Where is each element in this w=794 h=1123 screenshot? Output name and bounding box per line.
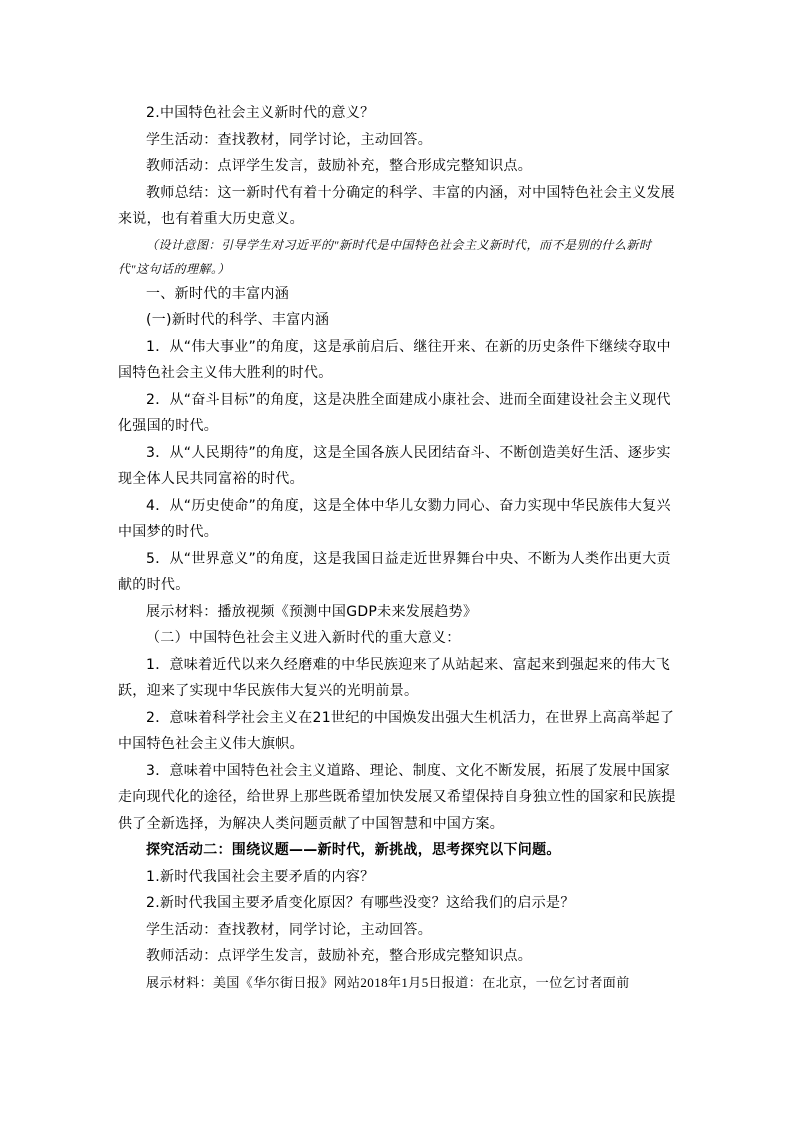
subsection-heading: （二）中国特色社会主义进入新时代的重大意义： [146,630,461,646]
teacher-activity: 教师活动：点评学生发言，鼓励补充，整合形成完整知识点。 [146,948,533,964]
question-heading: 2.中国特色社会主义新时代的意义？ [146,105,375,121]
inquiry-activity-heading: 探究活动二：围绕议题——新时代，新挑战，思考探究以下问题。 [146,842,561,858]
list-item: 1．从“伟大事业”的角度，这是承前启后、继往开来、在新的历史条件下继续夺取中国特色社会主义伟大胜利的时代。 [118,338,671,381]
list-item: 5．从“世界意义”的角度，这是我国日益走近世界舞台中央、不断为人类作出更大贡献的时代。 [118,550,671,593]
material-line: 展示材料：美国《华尔街日报》网站2018年1月5日报道：在北京，一位乞讨者面前 [146,974,630,990]
question-item: 1.新时代我国社会主要矛盾的内容？ [146,868,375,885]
material-line: 展示材料：播放视频《预测中国GDP未来发展趋势》 [146,603,478,620]
teacher-activity: 教师活动：点评学生发言，鼓励补充，整合形成完整知识点。 [146,158,533,174]
subsection-heading: (一)新时代的科学、丰富内涵 [146,312,330,328]
question-item: 2.新时代我国主要矛盾变化原因？有哪些没变？这给我们的启示是？ [146,895,575,911]
list-item: 3．从“人民期待”的角度，这是全国各族人民团结奋斗、不断创造美好生活、逐步实现全体人民共同富裕的时代。 [118,444,671,487]
list-item: 1．意味着近代以来久经磨难的中华民族迎来了从站起来、富起来到强起来的伟大飞跃，迎来了实现中华民族伟大复兴的光明前景。 [118,656,671,699]
student-activity: 学生活动：查找教材，同学讨论，主动回答。 [146,921,432,938]
list-item: 4．从“历史使命”的角度，这是全体中华儿女勠力同心、奋力实现中华民族伟大复兴中国梦的时代。 [118,497,671,540]
document-body [118,100,680,996]
student-activity: 学生活动：查找教材，同学讨论，主动回答。 [146,131,432,148]
teacher-summary: 教师总结：这一新时代有着十分确定的科学、丰富的内涵，对中国特色社会主义发展来说，也有着重大历史意义。 [118,184,676,227]
list-item: 2．从“奋斗目标”的角度，这是决胜全面建成小康社会、进而全面建设社会主义现代化强国的时代。 [118,391,671,434]
design-intent-note: （设计意图：引导学生对习近平的"新时代是中国特色社会主义新时代，而不是别的什么新时代"这句话的理解。） [118,237,652,276]
list-item: 3．意味着中国特色社会主义道路、理论、制度、文化不断发展，拓展了发展中国家走向现代化的途径，给世界上那些既希望加快发展又希望保持自身独立性的国家和民族提供了全新选择，为解决人类问题贡献了中国智慧和中国方案。 [118,762,676,832]
list-item: 2．意味着科学社会主义在21世纪的中国焕发出强大生机活力，在世界上高高举起了中国特色社会主义伟大旗帜。 [118,709,675,752]
section-heading: 一、新时代的丰富内涵 [146,285,289,302]
